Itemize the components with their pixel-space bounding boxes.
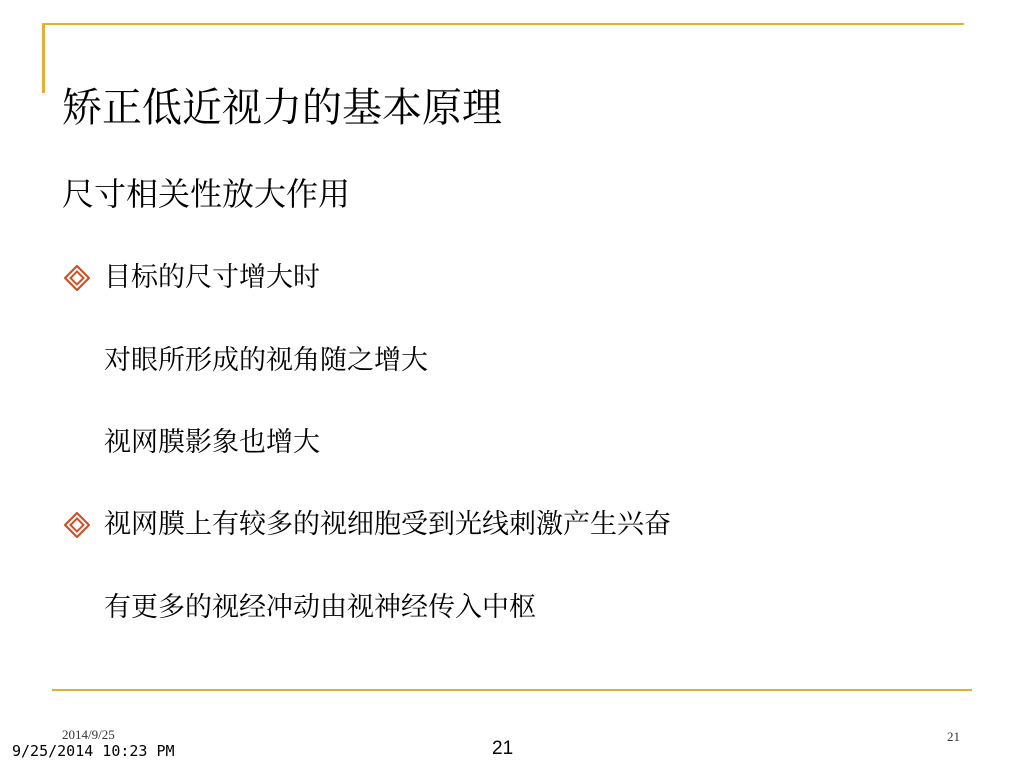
sub-line-3: 有更多的视经冲动由视神经传入中枢 — [104, 592, 536, 623]
print-page-number: 21 — [492, 738, 514, 759]
bullet-line-2: 视网膜上有较多的视细胞受到光线刺激产生兴奋 — [104, 509, 671, 540]
bottom-rule — [52, 689, 972, 691]
slide-subtitle: 尺寸相关性放大作用 — [62, 175, 351, 213]
sub-line-1: 对眼所形成的视角随之增大 — [104, 345, 428, 376]
footer-slide-number: 21 — [947, 729, 960, 744]
slide-title: 矫正低近视力的基本原理 — [62, 85, 502, 131]
diamond-bullet-icon — [64, 265, 90, 291]
bullet-line-1: 目标的尺寸增大时 — [104, 262, 320, 293]
sub-line-2: 视网膜影象也增大 — [104, 427, 320, 458]
diamond-bullet-icon — [64, 512, 90, 538]
footer-date: 2014/9/25 — [62, 727, 115, 742]
left-accent-bar — [42, 23, 45, 93]
print-datetime: 9/25/2014 10:23 PM — [12, 742, 175, 760]
top-rule — [42, 23, 964, 25]
